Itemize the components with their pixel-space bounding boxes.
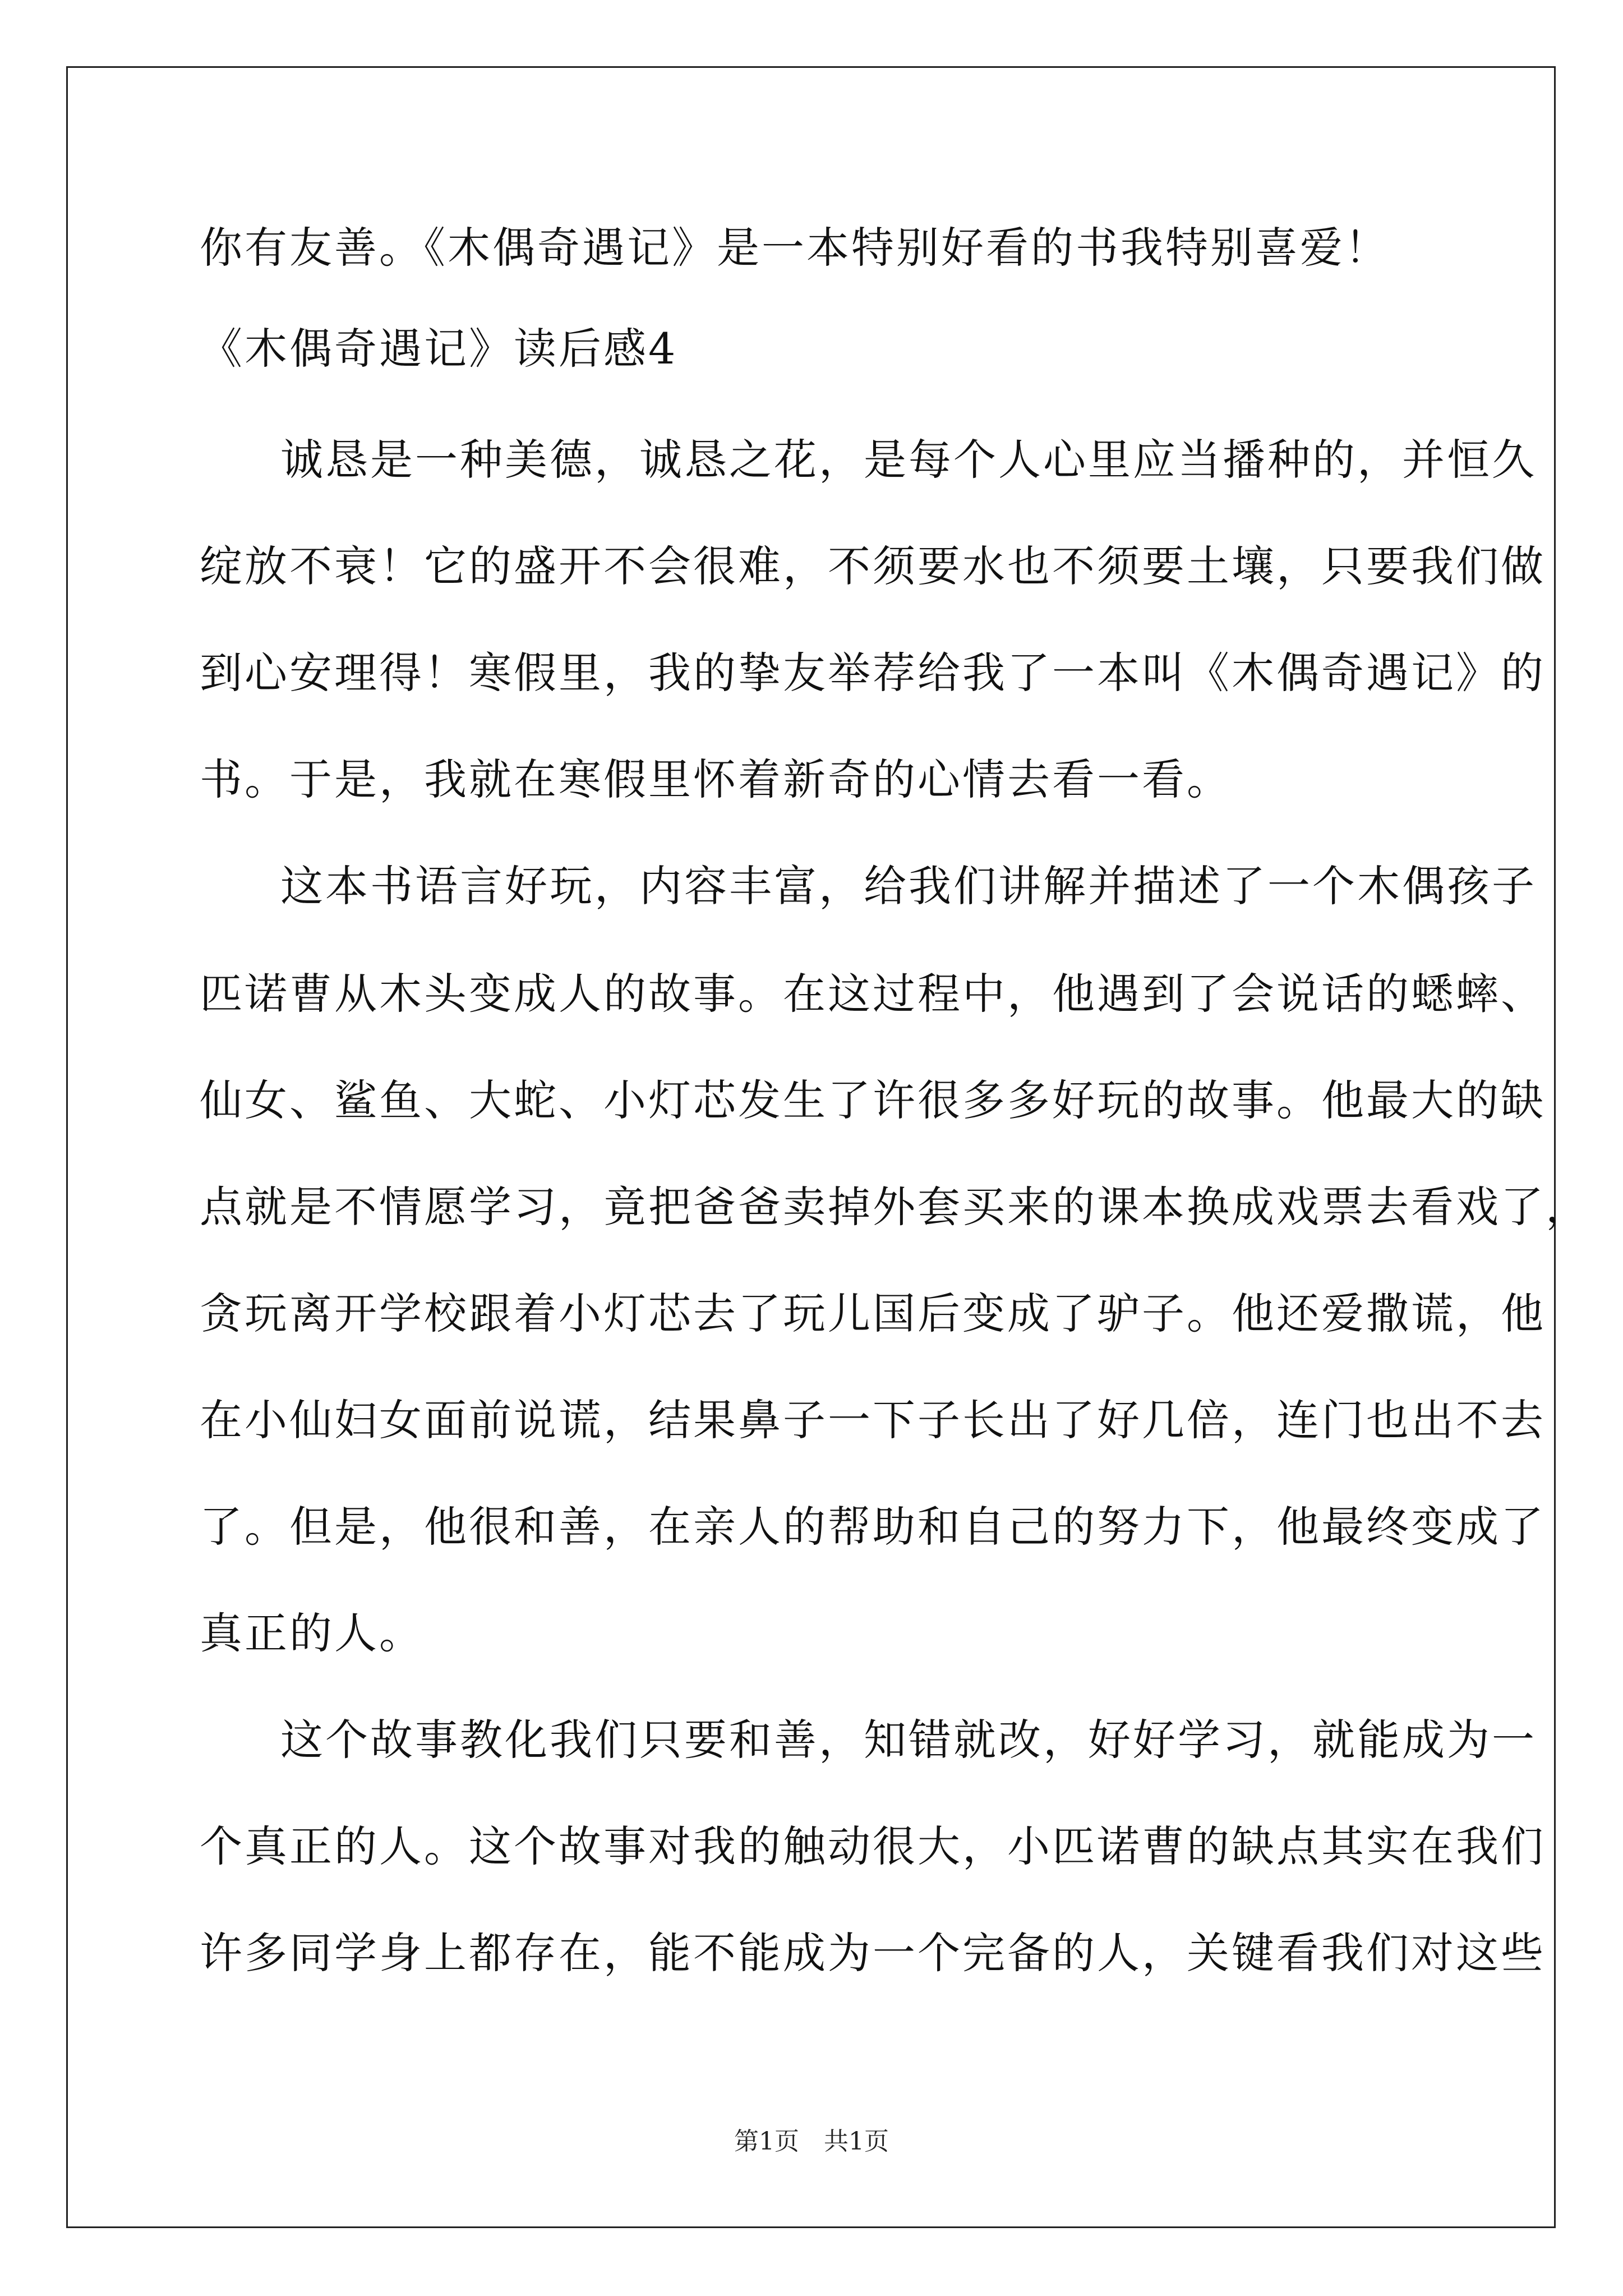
paragraph-line: 在小仙妇女面前说谎，结果鼻子一下子长出了好几倍，连门也出不去 [200,1395,1546,1445]
paragraph-line: 个真正的人。这个故事对我的触动很大，小匹诺曹的缺点其实在我们 [200,1821,1546,1871]
paragraph-line: 点就是不情愿学习，竟把爸爸卖掉外套买来的课本换成戏票去看戏了， [200,1182,1590,1232]
paragraph-line: 你有友善。《木偶奇遇记》是一本特别好看的书我特别喜爱！ [200,223,1390,273]
paragraph-line: 诚恳是一种美德，诚恳之花，是每个人心里应当播种的，并恒久 [280,435,1537,485]
paragraph-line: 了。但是，他很和善，在亲人的帮助和自己的努力下，他最终变成了 [200,1502,1546,1552]
paragraph-line: 绽放不衰！它的盛开不会很难，不须要水也不须要土壤，只要我们做 [200,541,1546,591]
page-footer: 第1页 共1页 [734,2127,889,2156]
paragraph-line: 贪玩离开学校跟着小灯芯去了玩儿国后变成了驴子。他还爱撒谎，他 [200,1289,1546,1338]
paragraph-line: 到心安理得！寒假里，我的挚友举荐给我了一本叫《木偶奇遇记》的 [200,648,1546,698]
paragraph-line: 匹诺曹从木头变成人的故事。在这过程中，他遇到了会说话的蟋蟀、 [200,969,1546,1019]
paragraph-line: 真正的人。 [200,1608,424,1658]
paragraph-line: 许多同学身上都存在，能不能成为一个完备的人，关键看我们对这些 [200,1928,1546,1978]
paragraph-line: 这个故事教化我们只要和善，知错就改，好好学习，就能成为一 [280,1715,1537,1765]
paragraph-line: 仙女、鲨鱼、大蛇、小灯芯发生了许很多多好玩的故事。他最大的缺 [200,1075,1546,1125]
page-border [66,66,1556,2228]
section-heading: 《木偶奇遇记》读后感4 [200,324,678,374]
paragraph-line: 这本书语言好玩，内容丰富，给我们讲解并描述了一个木偶孩子 [280,861,1537,911]
paragraph-line: 书。于是，我就在寒假里怀着新奇的心情去看一看。 [200,754,1232,804]
